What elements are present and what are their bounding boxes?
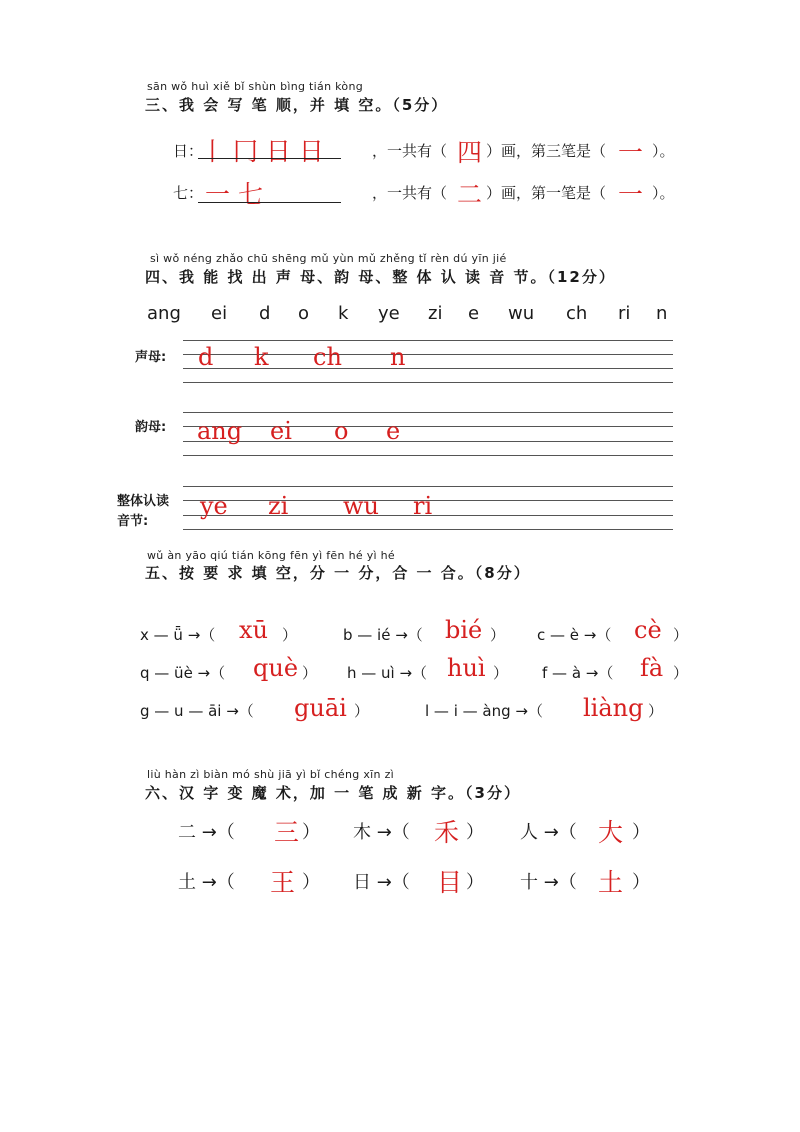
section6-pinyin: liù hàn zì biàn mó shù jiā yì bǐ chéng xīn zì [147, 768, 394, 781]
s3-row2-count: 二 [457, 180, 483, 209]
writing-line [183, 441, 673, 442]
s6-question: 土 →（ [178, 872, 235, 893]
section5-title: 五、按 要 求 填 空，分 一 分，合 一 合。（8分） [145, 564, 531, 582]
s3-row2-answer: 一 七 [205, 180, 263, 209]
s3-row1-end: ）。 [652, 142, 675, 160]
s3-row1-mid: ，一共有（ [372, 142, 448, 160]
s6-question: 人 →（ [520, 822, 577, 843]
s5-answer: cè [634, 616, 662, 644]
answer-shengmu: k [254, 343, 269, 371]
label-zhengti-line1: 整体认读 [117, 494, 170, 509]
writing-line [183, 486, 673, 487]
s6-question: 日 →（ [353, 872, 410, 893]
s3-row1-stroke: 一 [618, 138, 644, 167]
s6-close: ） [302, 822, 320, 843]
s5-question: q — üè →（ [140, 664, 226, 682]
s6-answer: 王 [270, 868, 296, 897]
s6-question: 二 →（ [178, 822, 235, 843]
s5-answer: huì [447, 654, 486, 682]
answer-yunmu: ang [197, 417, 243, 445]
writing-line [183, 382, 673, 383]
answer-shengmu: d [198, 343, 214, 371]
label-yunmu: 韵母: [135, 420, 167, 435]
s5-answer: fà [640, 654, 664, 682]
s5-question: c — è →（ [537, 626, 612, 644]
s5-answer: bié [445, 616, 483, 644]
s6-close: ） [466, 822, 484, 843]
s5-answer: liàng [583, 694, 644, 722]
s5-answer: guāi [294, 694, 347, 722]
answer-zhengti: ye [200, 492, 228, 520]
s5-question: g — u — āi →（ [140, 702, 254, 720]
sound-item: wu [508, 303, 535, 324]
s3-row2-underline [198, 202, 341, 203]
sound-item: zi [428, 303, 443, 324]
s3-row1-answer: 丨 冂 日 日 [200, 137, 324, 166]
section4-title: 四、我 能 找 出 声 母、韵 母、整 体 认 读 音 节。（12分） [145, 268, 616, 286]
answer-yunmu: e [386, 417, 401, 445]
s3-row2-stroke: 一 [618, 180, 644, 209]
answer-zhengti: zi [268, 492, 289, 520]
answer-shengmu: n [390, 343, 406, 371]
answer-zhengti: wu [343, 492, 379, 520]
s5-close: ） [490, 626, 506, 644]
s5-close: ） [354, 702, 370, 720]
section6-title: 六、汉 字 变 魔 术，加 一 笔 成 新 字。（3分） [145, 784, 521, 802]
s5-answer: què [253, 654, 299, 682]
s3-row2-end: ）。 [652, 184, 675, 202]
s5-answer: xū [239, 616, 268, 644]
s6-answer: 三 [274, 818, 300, 847]
s3-row2-char: 七： [173, 184, 204, 202]
s5-question: f — à →（ [542, 664, 614, 682]
s6-answer: 禾 [434, 818, 460, 847]
sound-item: ri [618, 303, 631, 324]
answer-yunmu: ei [270, 417, 292, 445]
s3-row1-char: 日： [173, 142, 204, 160]
writing-line [183, 426, 673, 427]
sound-item: ye [378, 303, 400, 324]
writing-line [183, 455, 673, 456]
s5-question: h — uì →（ [347, 664, 428, 682]
s6-answer: 目 [437, 868, 463, 897]
section3-pinyin: sān wǒ huì xiě bǐ shùn bìng tián kòng [147, 80, 363, 93]
s3-row2-mid: ，一共有（ [372, 184, 448, 202]
section5-pinyin: wǔ àn yāo qiú tián kōng fēn yì fēn hé yì hé [147, 549, 396, 562]
s5-question: b — ié →（ [343, 626, 423, 644]
answer-zhengti: ri [413, 492, 433, 520]
s5-close: ） [282, 626, 298, 644]
s5-question: l — i — àng →（ [425, 702, 543, 720]
s3-row1-count: 四 [457, 138, 483, 167]
s6-close: ） [632, 872, 650, 893]
sound-item: n [656, 303, 668, 324]
s5-question: x — ǖ →（ [140, 626, 216, 644]
s5-close: ） [493, 664, 509, 682]
label-shengmu: 声母: [135, 350, 167, 365]
s6-answer: 大 [598, 818, 624, 847]
s5-close: ） [673, 664, 689, 682]
s5-close: ） [673, 626, 689, 644]
s6-question: 十 →（ [520, 872, 577, 893]
sound-item: k [338, 303, 349, 324]
sound-item: d [259, 303, 271, 324]
sound-item: e [468, 303, 480, 324]
s3-row2-mid2: ）画，第一笔是（ [486, 184, 607, 202]
s6-question: 木 →（ [353, 822, 410, 843]
label-zhengti-line2: 音节: [117, 514, 149, 529]
s6-close: ） [632, 822, 650, 843]
section4-pinyin: sì wǒ néng zhǎo chū shēng mǔ yùn mǔ zhěng tǐ rèn dú yīn jié [150, 252, 507, 265]
sound-item: ei [211, 303, 228, 324]
s6-close: ） [466, 872, 484, 893]
answer-yunmu: o [334, 417, 349, 445]
s3-row1-mid2: ）画，第三笔是（ [486, 142, 607, 160]
writing-line [183, 340, 673, 341]
writing-line [183, 412, 673, 413]
s6-answer: 土 [598, 868, 624, 897]
s5-close: ） [648, 702, 664, 720]
sound-item: o [298, 303, 310, 324]
s5-close: ） [302, 664, 318, 682]
s3-row1-underline [198, 158, 341, 159]
sound-item: ang [147, 303, 181, 324]
writing-line [183, 529, 673, 530]
section3-title: 三、我 会 写 笔 顺，并 填 空。（5分） [145, 96, 449, 114]
s6-close: ） [302, 872, 320, 893]
sound-item: ch [566, 303, 588, 324]
answer-shengmu: ch [313, 343, 342, 371]
